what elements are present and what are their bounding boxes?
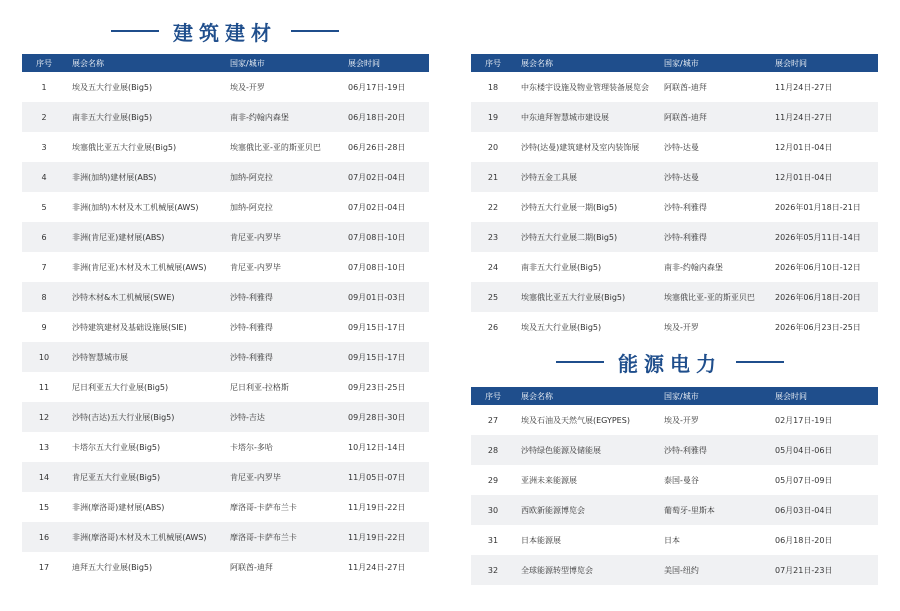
cell-name: 中东迪拜智慧城市建设展 — [515, 102, 658, 132]
cell-date: 02月17日-19日 — [769, 405, 878, 435]
title-line-left — [111, 30, 159, 32]
cell-location: 加纳-阿克拉 — [224, 192, 342, 222]
cell-location: 尼日利亚-拉格斯 — [224, 372, 342, 402]
cell-date: 07月02日-04日 — [342, 162, 429, 192]
table-row — [471, 252, 878, 282]
table-row — [22, 372, 429, 402]
cell-no: 22 — [471, 192, 515, 222]
cell-no: 23 — [471, 222, 515, 252]
cell-location: 摩洛哥-卡萨布兰卡 — [224, 522, 342, 552]
cell-no: 9 — [22, 312, 66, 342]
cell-no: 13 — [22, 432, 66, 462]
table-row — [22, 102, 429, 132]
cell-no: 25 — [471, 282, 515, 312]
table-row — [471, 405, 878, 435]
cell-location: 沙特-利雅得 — [658, 435, 769, 465]
table-row — [471, 312, 878, 342]
cell-name: 沙特绿色能源及储能展 — [515, 435, 658, 465]
cell-name: 迪拜五大行业展(Big5) — [66, 552, 224, 582]
building-table-left — [22, 54, 429, 582]
cell-no: 20 — [471, 132, 515, 162]
building-table-left-body — [22, 72, 429, 582]
title-line-right — [736, 361, 784, 363]
table-row — [471, 102, 878, 132]
cell-location: 加纳-阿克拉 — [224, 162, 342, 192]
cell-name: 沙特五大行业展二期(Big5) — [515, 222, 658, 252]
title-line-right — [291, 30, 339, 32]
table-row — [471, 495, 878, 525]
cell-no: 27 — [471, 405, 515, 435]
cell-date: 06月26日-28日 — [342, 132, 429, 162]
cell-date: 09月15日-17日 — [342, 342, 429, 372]
cell-name: 非洲(摩洛哥)建材展(ABS) — [66, 492, 224, 522]
cell-date: 11月19日-22日 — [342, 492, 429, 522]
building-table-right-body — [471, 72, 878, 342]
table-row — [22, 402, 429, 432]
header-date: 展会时间 — [769, 387, 878, 405]
section-title-energy — [545, 347, 795, 377]
cell-name: 亚洲未来能源展 — [515, 465, 658, 495]
section-title-building-text: 建筑建材 — [173, 20, 277, 45]
cell-location: 埃及-开罗 — [658, 312, 769, 342]
cell-location: 沙特-达曼 — [658, 132, 769, 162]
cell-name: 全球能源转型博览会 — [515, 555, 658, 585]
cell-no: 15 — [22, 492, 66, 522]
cell-no: 1 — [22, 72, 66, 102]
table-row — [22, 222, 429, 252]
cell-location: 肯尼亚-内罗毕 — [224, 252, 342, 282]
cell-date: 2026年06月18日-20日 — [769, 282, 878, 312]
table-row — [22, 252, 429, 282]
cell-name: 中东楼宇设施及物业管理装备展览会 — [515, 72, 658, 102]
cell-date: 11月24日-27日 — [342, 552, 429, 582]
cell-location: 阿联酋-迪拜 — [658, 102, 769, 132]
cell-name: 埃及五大行业展(Big5) — [515, 312, 658, 342]
cell-date: 06月17日-19日 — [342, 72, 429, 102]
cell-location: 沙特-吉达 — [224, 402, 342, 432]
cell-location: 埃及-开罗 — [658, 405, 769, 435]
table-row — [471, 192, 878, 222]
cell-name: 非洲(肯尼亚)木材及木工机械展(AWS) — [66, 252, 224, 282]
cell-no: 3 — [22, 132, 66, 162]
cell-name: 日本能源展 — [515, 525, 658, 555]
cell-name: 南非五大行业展(Big5) — [515, 252, 658, 282]
title-line-left — [556, 361, 604, 363]
cell-location: 沙特-利雅得 — [224, 342, 342, 372]
cell-date: 06月03日-04日 — [769, 495, 878, 525]
cell-location: 沙特-利雅得 — [224, 282, 342, 312]
cell-date: 12月01日-04日 — [769, 132, 878, 162]
cell-location: 卡塔尔-多哈 — [224, 432, 342, 462]
cell-name: 南非五大行业展(Big5) — [66, 102, 224, 132]
cell-date: 11月24日-27日 — [769, 72, 878, 102]
cell-location: 南非-约翰内森堡 — [224, 102, 342, 132]
header-name: 展会名称 — [66, 54, 224, 72]
cell-no: 18 — [471, 72, 515, 102]
cell-no: 21 — [471, 162, 515, 192]
cell-location: 肯尼亚-内罗毕 — [224, 462, 342, 492]
cell-location: 沙特-利雅得 — [658, 222, 769, 252]
cell-name: 尼日利亚五大行业展(Big5) — [66, 372, 224, 402]
cell-name: 卡塔尔五大行业展(Big5) — [66, 432, 224, 462]
cell-name: 非洲(加纳)建材展(ABS) — [66, 162, 224, 192]
cell-name: 沙特五金工具展 — [515, 162, 658, 192]
cell-no: 28 — [471, 435, 515, 465]
cell-location: 肯尼亚-内罗毕 — [224, 222, 342, 252]
cell-location: 埃塞俄比亚-亚的斯亚贝巴 — [224, 132, 342, 162]
cell-date: 12月01日-04日 — [769, 162, 878, 192]
cell-date: 07月02日-04日 — [342, 192, 429, 222]
section-title-building — [100, 16, 350, 46]
table-header-row — [471, 387, 878, 405]
table-row — [22, 342, 429, 372]
cell-no: 4 — [22, 162, 66, 192]
table-row — [471, 435, 878, 465]
cell-no: 32 — [471, 555, 515, 585]
cell-date: 06月18日-20日 — [769, 525, 878, 555]
cell-date: 2026年01月18日-21日 — [769, 192, 878, 222]
cell-name: 沙特智慧城市展 — [66, 342, 224, 372]
cell-location: 日本 — [658, 525, 769, 555]
cell-name: 西欧新能源博览会 — [515, 495, 658, 525]
cell-name: 埃及五大行业展(Big5) — [66, 72, 224, 102]
table-row — [22, 192, 429, 222]
cell-no: 31 — [471, 525, 515, 555]
header-no: 序号 — [22, 54, 66, 72]
cell-name: 埃及石油及天然气展(EGYPES) — [515, 405, 658, 435]
cell-date: 09月15日-17日 — [342, 312, 429, 342]
cell-date: 09月23日-25日 — [342, 372, 429, 402]
cell-no: 26 — [471, 312, 515, 342]
cell-name: 沙特(吉达)五大行业展(Big5) — [66, 402, 224, 432]
header-location: 国家/城市 — [658, 54, 769, 72]
energy-table — [471, 387, 878, 585]
header-no: 序号 — [471, 387, 515, 405]
cell-location: 埃及-开罗 — [224, 72, 342, 102]
table-row — [22, 552, 429, 582]
cell-name: 沙特(达曼)建筑建材及室内装饰展 — [515, 132, 658, 162]
table-row — [471, 132, 878, 162]
cell-date: 2026年05月11日-14日 — [769, 222, 878, 252]
cell-location: 沙特-利雅得 — [658, 192, 769, 222]
table-row — [22, 432, 429, 462]
cell-date: 05月07日-09日 — [769, 465, 878, 495]
table-row — [471, 555, 878, 585]
cell-no: 7 — [22, 252, 66, 282]
cell-no: 10 — [22, 342, 66, 372]
cell-location: 葡萄牙-里斯本 — [658, 495, 769, 525]
header-date: 展会时间 — [342, 54, 429, 72]
cell-date: 07月21日-23日 — [769, 555, 878, 585]
cell-name: 非洲(肯尼亚)建材展(ABS) — [66, 222, 224, 252]
cell-location: 阿联酋-迪拜 — [224, 552, 342, 582]
cell-location: 摩洛哥-卡萨布兰卡 — [224, 492, 342, 522]
cell-name: 沙特木材&木工机械展(SWE) — [66, 282, 224, 312]
table-header-row — [471, 54, 878, 72]
cell-location: 南非-约翰内森堡 — [658, 252, 769, 282]
cell-no: 19 — [471, 102, 515, 132]
cell-location: 沙特-利雅得 — [224, 312, 342, 342]
cell-location: 埃塞俄比亚-亚的斯亚贝巴 — [658, 282, 769, 312]
cell-no: 17 — [22, 552, 66, 582]
cell-date: 09月01日-03日 — [342, 282, 429, 312]
cell-name: 非洲(加纳)木材及木工机械展(AWS) — [66, 192, 224, 222]
table-row — [471, 222, 878, 252]
cell-location: 阿联酋-迪拜 — [658, 72, 769, 102]
cell-location: 美国-纽约 — [658, 555, 769, 585]
table-row — [22, 162, 429, 192]
cell-location: 泰国-曼谷 — [658, 465, 769, 495]
cell-no: 6 — [22, 222, 66, 252]
header-location: 国家/城市 — [224, 54, 342, 72]
header-date: 展会时间 — [769, 54, 878, 72]
cell-name: 肯尼亚五大行业展(Big5) — [66, 462, 224, 492]
table-row — [22, 282, 429, 312]
section-title-energy-text: 能源电力 — [618, 351, 722, 376]
cell-date: 10月12日-14日 — [342, 432, 429, 462]
table-header-row — [22, 54, 429, 72]
cell-no: 16 — [22, 522, 66, 552]
energy-table-body — [471, 405, 878, 585]
table-row — [471, 162, 878, 192]
cell-date: 11月24日-27日 — [769, 102, 878, 132]
cell-name: 埃塞俄比亚五大行业展(Big5) — [66, 132, 224, 162]
header-location: 国家/城市 — [658, 387, 769, 405]
cell-no: 24 — [471, 252, 515, 282]
cell-name: 非洲(摩洛哥)木材及木工机械展(AWS) — [66, 522, 224, 552]
cell-name: 沙特建筑建材及基础设施展(SIE) — [66, 312, 224, 342]
header-name: 展会名称 — [515, 54, 658, 72]
cell-no: 12 — [22, 402, 66, 432]
cell-no: 5 — [22, 192, 66, 222]
table-row — [22, 72, 429, 102]
cell-no: 30 — [471, 495, 515, 525]
table-row — [22, 492, 429, 522]
table-row — [22, 522, 429, 552]
table-row — [22, 132, 429, 162]
cell-name: 埃塞俄比亚五大行业展(Big5) — [515, 282, 658, 312]
cell-date: 09月28日-30日 — [342, 402, 429, 432]
cell-no: 29 — [471, 465, 515, 495]
cell-no: 14 — [22, 462, 66, 492]
cell-date: 06月18日-20日 — [342, 102, 429, 132]
cell-location: 沙特-达曼 — [658, 162, 769, 192]
cell-date: 11月05日-07日 — [342, 462, 429, 492]
cell-date: 05月04日-06日 — [769, 435, 878, 465]
cell-date: 07月08日-10日 — [342, 252, 429, 282]
cell-date: 11月19日-22日 — [342, 522, 429, 552]
table-row — [471, 525, 878, 555]
cell-date: 2026年06月23日-25日 — [769, 312, 878, 342]
cell-date: 2026年06月10日-12日 — [769, 252, 878, 282]
table-row — [471, 465, 878, 495]
cell-no: 2 — [22, 102, 66, 132]
header-name: 展会名称 — [515, 387, 658, 405]
table-row — [471, 282, 878, 312]
cell-date: 07月08日-10日 — [342, 222, 429, 252]
cell-no: 8 — [22, 282, 66, 312]
building-table-right — [471, 54, 878, 342]
table-row — [22, 462, 429, 492]
header-no: 序号 — [471, 54, 515, 72]
cell-name: 沙特五大行业展一期(Big5) — [515, 192, 658, 222]
cell-no: 11 — [22, 372, 66, 402]
table-row — [471, 72, 878, 102]
table-row — [22, 312, 429, 342]
